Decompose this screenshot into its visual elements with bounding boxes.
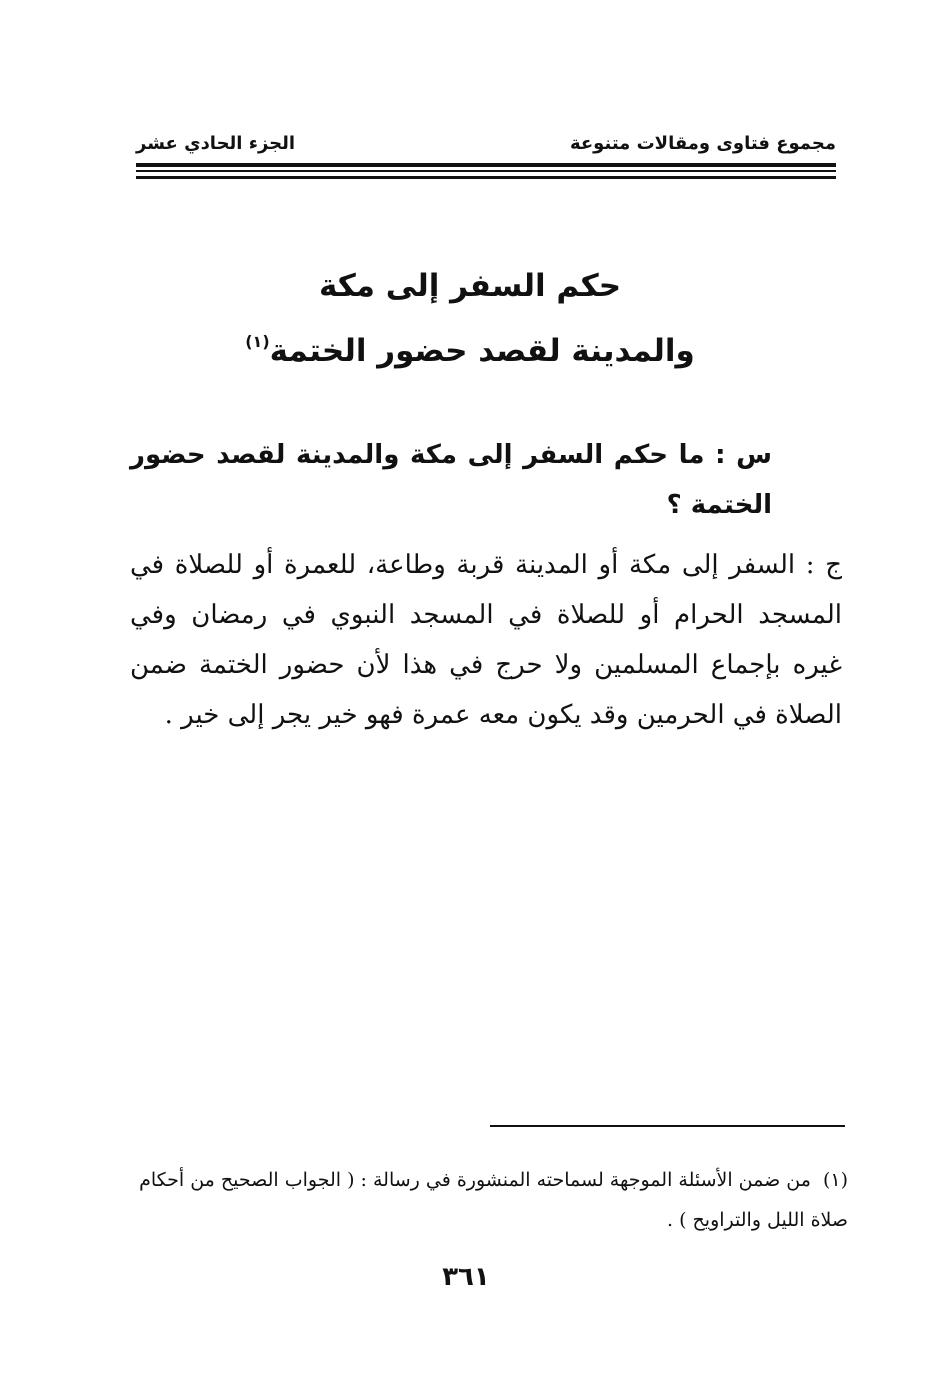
footnote-separator (490, 1125, 845, 1127)
footnote-marker: (١) (245, 332, 270, 351)
footnote-number: (١) (822, 1169, 848, 1191)
article-title (120, 258, 820, 379)
title-line-1: حكم السفر إلى مكة (318, 268, 622, 304)
book-title: مجموع فتاوى ومقالات متنوعة (569, 132, 836, 154)
header-rule (136, 170, 836, 172)
page-number: ٣٦١ (442, 1262, 490, 1292)
header-rule (136, 163, 836, 167)
answer-text (130, 540, 842, 740)
running-header (136, 128, 836, 158)
volume-label: الجزء الحادي عشر (136, 132, 296, 154)
title-line-2: والمدينة لقصد حضور الختمة (269, 333, 695, 369)
answer-paragraph: ج : السفر إلى مكة أو المدينة قربة وطاعة، للعمرة أو للصلاة في المسجد الحرام أو للصلاة في المسجد النبوي في رمضان وفي غيره بإجماع المسلمين ولا حرج في هذا لأن حضور الختمة ضمن الصلاة في الحرمين وقد يكون معه عمرة فهو خير يجر إلى خير . (130, 550, 842, 730)
footnote (136, 1160, 848, 1240)
question-text: س : ما حكم السفر إلى مكة والمدينة لقصد حضور الختمة ؟ (130, 440, 772, 520)
header-rule (136, 176, 836, 179)
footnote-text: من ضمن الأسئلة الموجهة لسماحته المنشورة في رسالة : ( الجواب الصحيح من أحكام صلاة الليل والتراويح ) . (139, 1169, 848, 1231)
